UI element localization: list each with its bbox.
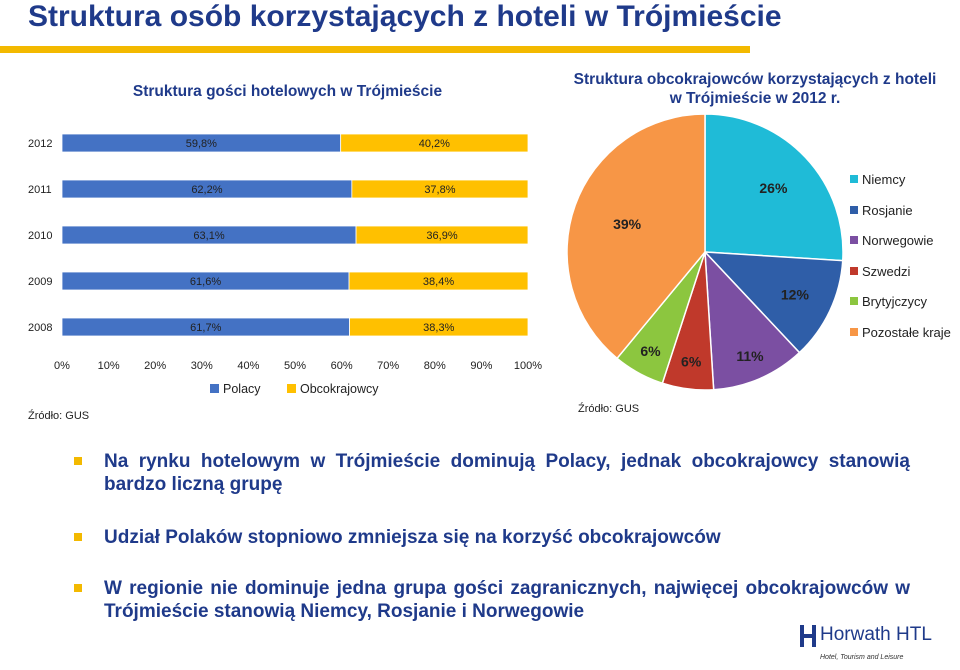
bar-category-label: 2011 [28, 184, 52, 196]
x-tick-label: 30% [190, 360, 213, 372]
bar-chart-subtitle: Struktura gości hotelowych w Trójmieście [132, 83, 443, 100]
pie-data-label: 6% [640, 343, 661, 360]
bar-category-label: 2010 [28, 230, 53, 242]
pie-chart-source: Źródło: GUS [578, 403, 640, 415]
pie-legend-swatch-niemcy [850, 175, 858, 183]
logo-tagline: Hotel, Tourism and Leisure [820, 654, 904, 661]
bullet-item [72, 450, 910, 496]
pie-data-label: 11% [736, 347, 764, 364]
pie-data-label: 39% [613, 215, 642, 232]
pie-data-label: 12% [780, 286, 809, 303]
bullet-text: Udział Polaków stopniowo zmniejsza się na korzyść obcokrajowców [104, 527, 721, 548]
pie-legend-swatch-szwedzi [850, 267, 858, 275]
bar-data-label: 36,9% [426, 230, 458, 242]
logo-name: Horwath HTL [820, 624, 932, 645]
bullet-square-icon [74, 533, 82, 541]
x-tick-label: 60% [330, 360, 353, 372]
x-tick-label: 40% [237, 360, 260, 372]
x-tick-label: 90% [470, 360, 493, 372]
pie-legend-label: Szwedzi [862, 264, 911, 279]
bullet-text: Na rynku hotelowym w Trójmieście dominują Polacy, jednak obcokrajowcy stanowią bardzo liczną grupę [104, 451, 910, 495]
bar-data-label: 63,1% [193, 230, 225, 242]
bar-data-label: 40,2% [418, 138, 450, 150]
pie-chart [567, 114, 951, 390]
pie-legend-swatch-pozostale [850, 328, 858, 336]
pie-legend-swatch-rosjanie [850, 206, 858, 214]
bullet-item [72, 577, 910, 623]
pie-chart-subtitle-line1: Struktura obcokrajowców korzystających z hoteli [573, 71, 937, 88]
pie-data-label: 6% [681, 353, 702, 370]
horwath-logo [798, 622, 948, 666]
bar-data-label: 38,3% [423, 322, 455, 334]
bar-data-label: 61,7% [190, 322, 222, 334]
x-tick-label: 80% [423, 360, 446, 372]
bar-chart [28, 134, 542, 396]
bullet-item [72, 526, 910, 549]
pie-legend-label: Brytyjczycy [862, 294, 927, 309]
bullet-square-icon [74, 457, 82, 465]
pie-legend-label: Niemcy [862, 172, 906, 187]
legend-label: Obcokrajowcy [300, 382, 379, 396]
horwath-logo-mark-icon [798, 622, 820, 652]
bullet-square-icon [74, 584, 82, 592]
bar-data-label: 62,2% [191, 184, 223, 196]
bar-data-label: 37,8% [424, 184, 456, 196]
pie-legend-label: Rosjanie [862, 203, 913, 218]
bullet-text: W regionie nie dominuje jedna grupa gości zagranicznych, najwięcej obcokrajowców w Trójmieście stanowią Niemcy, Rosjanie i Norwegowie [104, 578, 910, 622]
bar-data-label: 61,6% [189, 276, 222, 288]
page-title: Struktura osób korzystających z hoteli w Trójmieście [28, 0, 782, 33]
pie-chart-subtitle-line2: w Trójmieście w 2012 r. [669, 90, 841, 107]
legend-swatch-polacy [210, 384, 219, 393]
x-tick-label: 0% [54, 360, 70, 372]
pie-data-label: 26% [759, 179, 788, 196]
summary-bullets [72, 450, 910, 623]
x-tick-label: 100% [513, 360, 543, 372]
bar-chart-source: Źródło: GUS [28, 410, 90, 422]
legend-swatch-obcokrajowcy [287, 384, 296, 393]
legend-label: Polacy [223, 382, 261, 396]
x-tick-label: 10% [97, 360, 120, 372]
bar-category-label: 2009 [28, 276, 53, 288]
x-tick-label: 50% [283, 360, 307, 372]
pie-legend-label: Norwegowie [862, 233, 934, 248]
bar-category-label: 2012 [28, 138, 53, 150]
pie-legend-swatch-norwegowie [850, 236, 858, 244]
bar-data-label: 38,4% [422, 276, 455, 288]
bar-category-label: 2008 [28, 322, 53, 334]
bar-data-label: 59,8% [185, 138, 217, 150]
x-tick-label: 70% [377, 360, 400, 372]
x-tick-label: 20% [144, 360, 167, 372]
pie-legend-label: Pozostałe kraje [862, 325, 951, 340]
pie-legend-swatch-brytyjczycy [850, 297, 858, 305]
